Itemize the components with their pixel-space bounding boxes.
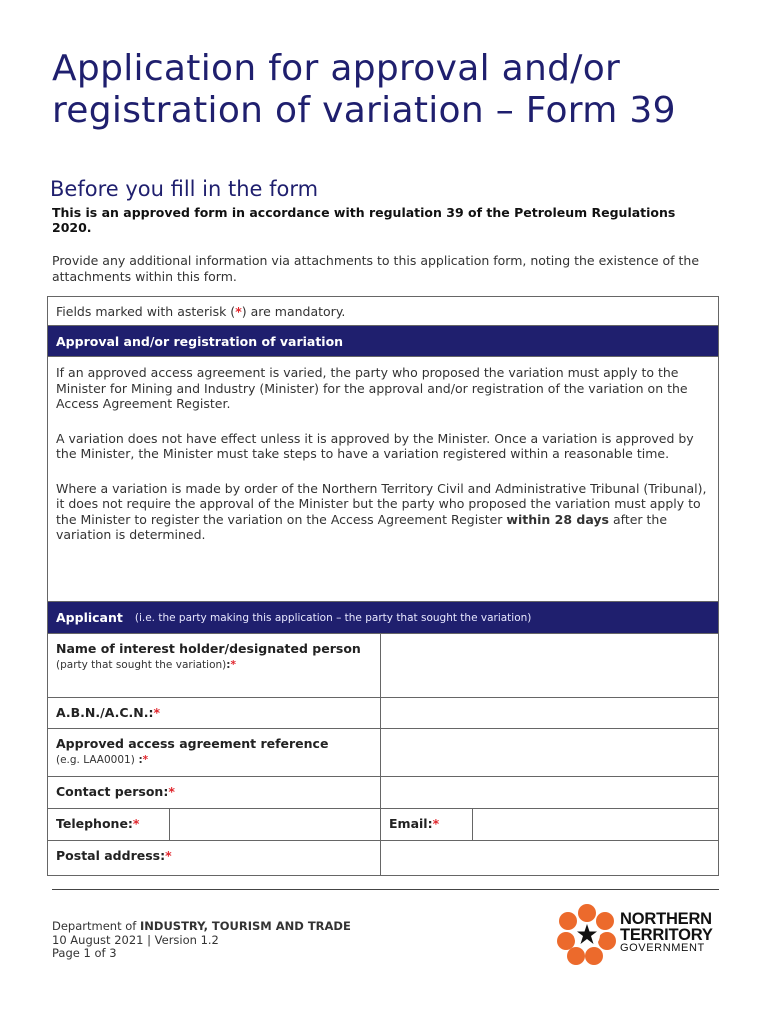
logo-line-1: NORTHERN [620,910,712,928]
row-contact-person [48,777,718,809]
section-title-applicant: Applicant [56,610,123,625]
approved-form-statement: This is an approved form in accordance with regulation 39 of the Petroleum Regulations 2020. [52,205,676,235]
row-interest-holder [48,634,718,698]
footer-department [52,920,351,934]
info-paragraph-3 [56,481,710,543]
sub-text: (e.g. LAA0001) [56,753,135,766]
nt-government-logo [556,903,721,965]
logo-line-2: TERRITORY [620,926,713,944]
asterisk: * [235,304,242,319]
label-email [381,809,473,840]
asterisk: * [165,848,172,863]
label-contact-person-text: Contact person: [56,784,169,799]
row-agreement-reference [48,729,718,777]
info-paragraph-1: If an approved access agreement is varied, the party who proposed the variation must apply to the Minister for Mining and Industry (Minister) for the approval and/or registration of the variation on the Access Agreement Register. [56,365,688,411]
colon: : [134,753,143,766]
desert-rose-icon [556,903,618,965]
title-line-2: registration of variation – Form 39 [52,90,676,131]
mandatory-note-text-end: ) are mandatory. [241,304,346,319]
footer [52,920,351,961]
asterisk: * [168,784,175,799]
label-abn-text: A.B.N./A.C.N.: [56,705,154,720]
footer-page-number: Page 1 of 3 [52,946,117,960]
mandatory-note [48,297,718,326]
deadline-text: within 28 days [506,511,609,527]
applicant-note: (i.e. the party making this application – the party that sought the variation) [134,611,532,624]
interest-holder-input[interactable] [381,634,718,697]
mandatory-note-text: Fields marked with asterisk ( [56,304,236,319]
asterisk: * [153,705,161,720]
label-contact-person [48,777,381,808]
label-abn [48,698,381,728]
contact-person-input[interactable] [381,777,718,808]
asterisk: * [432,816,440,831]
label-postal-address-text: Postal address: [56,848,166,863]
colon: : [226,658,231,671]
section-header-approval [48,326,718,357]
row-abn [48,698,718,729]
section-header-applicant [48,602,718,634]
label-interest-holder [48,634,381,697]
form-table [47,296,719,876]
label-email-text: Email: [389,816,433,831]
footer-department-name: INDUSTRY, TOURISM AND TRADE [140,919,351,933]
postal-address-input[interactable] [381,841,718,875]
asterisk: * [142,753,149,766]
telephone-input[interactable] [170,809,381,840]
asterisk: * [132,816,140,831]
label-agreement-reference-sub [56,753,372,769]
label-telephone-text: Telephone: [56,816,133,831]
section-heading-before-you-fill: Before you fill in the form [50,177,319,201]
attachments-note: Provide any additional information via attachments to this application form, noting the existence of the attachments within this form. [52,253,700,284]
label-telephone [48,809,170,840]
info-paragraph-3-text: Where a variation is made by order of the Northern Territory Civil and Administrative Tribunal (Tribunal), it does not require the approval of the Minister but the party who proposed the variation must apply to the Minister to register the variation on the Access Agreement Register [56,480,707,527]
row-postal-address [48,841,718,875]
agreement-reference-input[interactable] [381,729,718,776]
logo-wordmark [620,911,713,943]
footer-department-prefix: Department of [52,919,140,933]
form-title [52,48,676,132]
email-input[interactable] [473,809,718,840]
approval-info-text [48,357,718,602]
label-agreement-reference-text: Approved access agreement reference [56,736,329,751]
info-paragraph-3-end: after the variation is determined. [56,511,668,542]
abn-input[interactable] [381,698,718,728]
row-telephone-email [48,809,718,841]
label-interest-holder-text: Name of interest holder/designated person [56,641,361,656]
info-paragraph-2: A variation does not have effect unless it is approved by the Minister. Once a variation is approved by the Minister, the Minister must take steps to have a variation registered within a reasonable time. [56,430,694,461]
section-title-approval: Approval and/or registration of variation [56,333,344,349]
footer-divider [52,889,719,890]
asterisk: * [230,658,236,671]
label-agreement-reference [48,729,381,776]
footer-version: 10 August 2021 | Version 1.2 [52,932,219,947]
label-postal-address [48,841,381,875]
sub-text: (party that sought the variation) [56,658,227,671]
label-interest-holder-sub [56,658,372,674]
logo-line-3: GOVERNMENT [620,942,705,954]
title-line-1: Application for approval and/or [52,48,621,89]
